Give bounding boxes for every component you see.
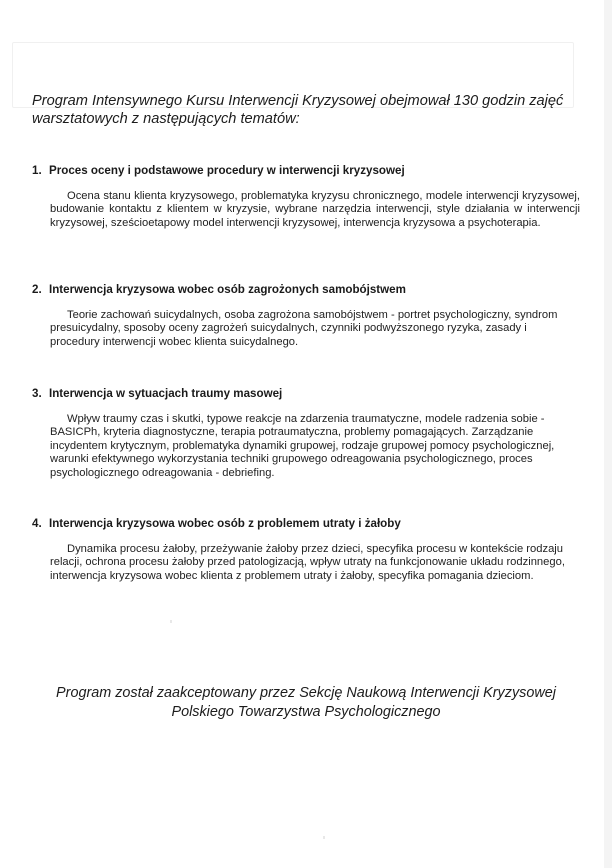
section-body: Ocena stanu klienta kryzysowego, problematyka kryzysu chronicznego, modele interwencji kryzysowej, budowanie kontaktu z klientem w kryzysie, wybrane narzędzia interwencji, style działania w interwencji kryzysowej, sześcioetapowy model interwencji kryzysowej, interwencja kryzysowa a psychoterapia.: [50, 190, 580, 229]
scan-speck: [323, 836, 325, 839]
section-body: Dynamika procesu żałoby, przeżywanie żałoby przez dzieci, specyfika procesu w kontekście rodzaju relacji, ochrona procesu żałoby przed patologizacją, wpływ utraty na funkcjonowanie układu rodzinnego, interwencja kryzysowa wobec klienta z problemem utraty i żałoby, specyfika pomagania dzieciom.: [50, 543, 565, 582]
section-number: 3.: [32, 387, 42, 400]
intro-paragraph: Program Intensywnego Kursu Interwencji Kryzysowej obejmował 130 godzin zajęć warsztatowych z następujących tematów:: [32, 93, 564, 127]
section-heading: [32, 283, 580, 297]
section-title: Proces oceny i podstawowe procedury w interwencji kryzysowej: [49, 164, 405, 177]
scan-speck: [170, 620, 172, 623]
section-4: [32, 517, 580, 583]
page-edge: [604, 0, 612, 868]
approval-footer: [40, 684, 572, 721]
footer-line-2: Polskiego Towarzystwa Psychologicznego: [171, 703, 441, 720]
footer-line-1: Program został zaakceptowany przez Sekcję Naukową Interwencji Kryzysowej: [56, 685, 556, 701]
section-number: 2.: [32, 283, 42, 296]
section-heading: [32, 164, 580, 178]
section-body: Teorie zachowań suicydalnych, osoba zagrożona samobójstwem - portret psychologiczny, syndrom presuicydalny, sposoby oceny zagrożeń suicydalnych, czynniki podwyższonego ryzyka, zasady i procedury interwencji wobec klienta suicydalnego.: [50, 309, 558, 348]
section-1: [32, 164, 580, 230]
section-title: Interwencja kryzysowa wobec osób zagrożonych samobójstwem: [49, 283, 406, 296]
section-heading: [32, 387, 580, 401]
section-title: Interwencja kryzysowa wobec osób z problemem utraty i żałoby: [49, 517, 401, 530]
section-heading: [32, 517, 580, 531]
section-3: [32, 387, 580, 480]
section-body: Wpływ traumy czas i skutki, typowe reakcje na zdarzenia traumatyczne, modele radzenia sobie - BASICPh, kryteria diagnostyczne, terapia potraumatyczna, problemy pomagających. Zarządzanie incydentem krytycznym, problematyka dynamiki grupowej, rodzaje grupowej pomocy psychologicznej, warunki efektywnego wykorzystania techniki grupowego odreagowania psychologicznego, proces psychologicznego odreagowania - debriefing.: [50, 413, 555, 479]
section-2: [32, 283, 580, 349]
section-number: 4.: [32, 517, 42, 530]
section-title: Interwencja w sytuacjach traumy masowej: [49, 387, 283, 400]
section-number: 1.: [32, 164, 42, 177]
